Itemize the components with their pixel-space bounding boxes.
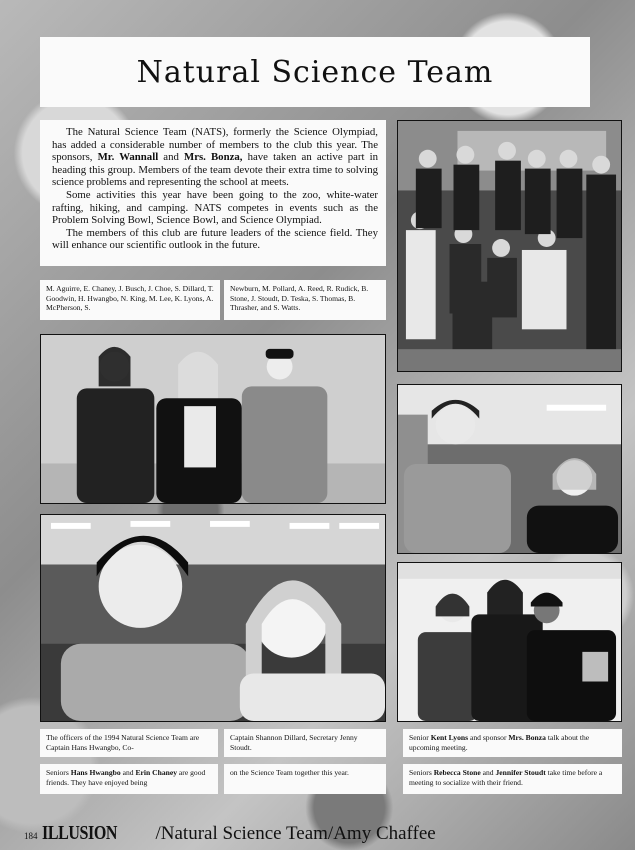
friends-photo [40,514,386,722]
lyons-photo [397,384,622,554]
officers-caption-right: Captain Shannon Dillard, Secretary Jenny Stoudt. [224,729,386,757]
yearbook-brand: ILLUSION [41,822,117,844]
page-title: Natural Science Team [136,54,494,90]
officers-photo [40,334,386,504]
group-caption-left: M. Aguirre, E. Chaney, J. Busch, J. Choe, S. Dillard, T. Goodwin, H. Hwangbo, N. King, M. Lee, K. Lyons, A. McPherson, S. [40,280,220,320]
story-paragraph-3: The members of this club are future leaders of the science field. They will enhance our scientific outlook in the future. [52,226,378,252]
story-paragraph-1: The Natural Science Team (NATS), formerly the Science Olympiad, has added a considerable number of members to the club this year. The sponsors, Mr. Wannall and Mrs. Bonza, have taken an active part in heading this group. Members of the team devote their extra time to solving science problems and representing the school at meets. [52,126,378,189]
page-number: 184 [24,831,38,841]
group-caption-right: Newburn, M. Pollard, A. Reed, R. Rudick, B. Stone, J. Stoudt, D. Teska, S. Thomas, B. Thrasher, and S. Watts. [224,280,386,320]
friends-caption-left: Seniors Hans Hwangbo and Erin Chaney are good friends. They have enjoyed being [40,764,218,794]
story-text [40,120,386,266]
stone-caption: Seniors Rebecca Stone and Jennifer Stoudt take time before a meeting to socialize with their friend. [403,764,622,794]
group-photo [397,120,622,372]
lyons-caption: Senior Kent Lyons and sponsor Mrs. Bonza talk about the upcoming meeting. [403,729,622,757]
story-paragraph-2: Some activities this year have been going to the zoo, white-water rafting, hiking, and camping. NATS competes in events such as the Problem Solving Bowl, Science Bowl, and Science Olympiad. [52,188,378,227]
friends-caption-right: on the Science Team together this year. [224,764,386,794]
page-footer [24,822,436,844]
title-banner [40,37,590,107]
footer-credit: /Natural Science Team/Amy Chaffee [155,823,436,844]
officers-caption-left: The officers of the 1994 Natural Science Team are Captain Hans Hwangbo, Co- [40,729,218,757]
stone-photo [397,562,622,722]
